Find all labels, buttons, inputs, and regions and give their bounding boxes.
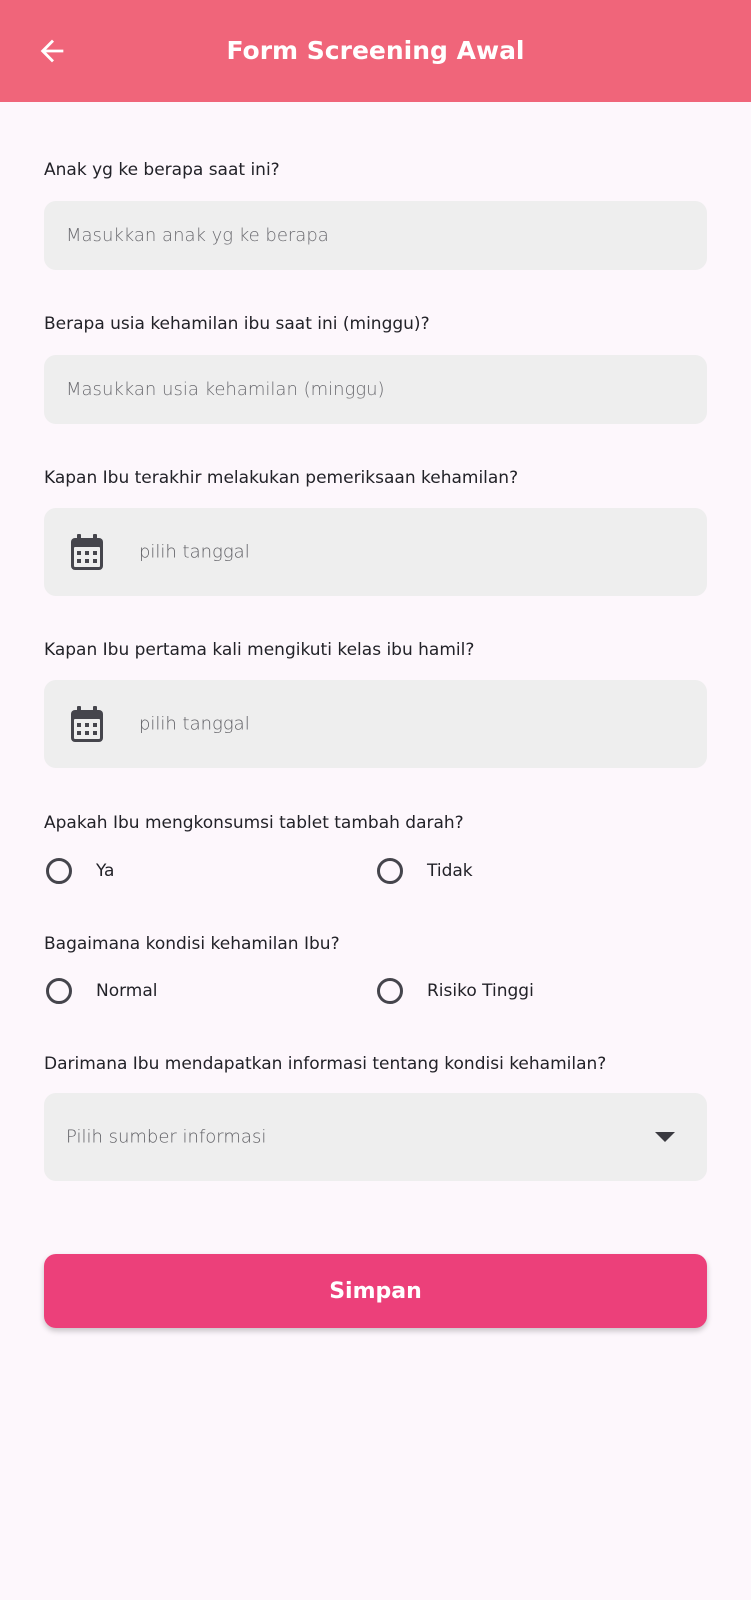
page-title: Form Screening Awal — [226, 36, 525, 65]
question-pregnancy-condition-label: Bagaimana kondisi kehamilan Ibu? — [44, 934, 340, 954]
radio-button-icon[interactable] — [46, 858, 72, 884]
app-bar — [0, 0, 751, 102]
radio-label: Ya — [96, 861, 115, 881]
info-source-dropdown[interactable] — [44, 1093, 707, 1181]
last-checkup-date-placeholder: pilih tanggal — [139, 541, 250, 563]
first-class-date-placeholder: pilih tanggal — [139, 713, 250, 735]
radio-option-ya[interactable] — [46, 851, 114, 891]
calendar-icon — [71, 706, 103, 742]
question-iron-tablet-label: Apakah Ibu mengkonsumsi tablet tambah darah? — [44, 813, 464, 833]
dropdown-arrow-icon — [655, 1132, 675, 1142]
question-info-source-label: Darimana Ibu mendapatkan informasi tentang kondisi kehamilan? — [44, 1054, 607, 1074]
question-child-order-label: Anak yg ke berapa saat ini? — [44, 160, 280, 180]
radio-label: Tidak — [427, 861, 473, 881]
save-button-label: Simpan — [329, 1278, 422, 1304]
radio-option-risiko-tinggi[interactable] — [377, 971, 534, 1011]
radio-button-icon[interactable] — [377, 978, 403, 1004]
question-first-class-label: Kapan Ibu pertama kali mengikuti kelas ibu hamil? — [44, 640, 475, 660]
last-checkup-date-picker[interactable] — [44, 508, 707, 596]
save-button[interactable] — [44, 1254, 707, 1328]
radio-option-tidak[interactable] — [377, 851, 473, 891]
radio-button-icon[interactable] — [377, 858, 403, 884]
first-class-date-picker[interactable] — [44, 680, 707, 768]
gestational-age-input[interactable] — [44, 355, 707, 424]
pregnancy-condition-radio-group — [44, 971, 707, 1011]
child-order-input[interactable] — [44, 201, 707, 270]
radio-button-icon[interactable] — [46, 978, 72, 1004]
question-gestational-age-label: Berapa usia kehamilan ibu saat ini (minggu)? — [44, 314, 430, 334]
radio-label: Normal — [96, 981, 158, 1001]
radio-label: Risiko Tinggi — [427, 981, 534, 1001]
iron-tablet-radio-group — [44, 851, 707, 891]
info-source-placeholder: Pilih sumber informasi — [66, 1126, 267, 1148]
calendar-icon — [71, 534, 103, 570]
child-order-field — [44, 201, 707, 270]
radio-option-normal[interactable] — [46, 971, 158, 1011]
question-last-checkup-label: Kapan Ibu terakhir melakukan pemeriksaan kehamilan? — [44, 468, 519, 488]
gestational-age-field — [44, 355, 707, 424]
